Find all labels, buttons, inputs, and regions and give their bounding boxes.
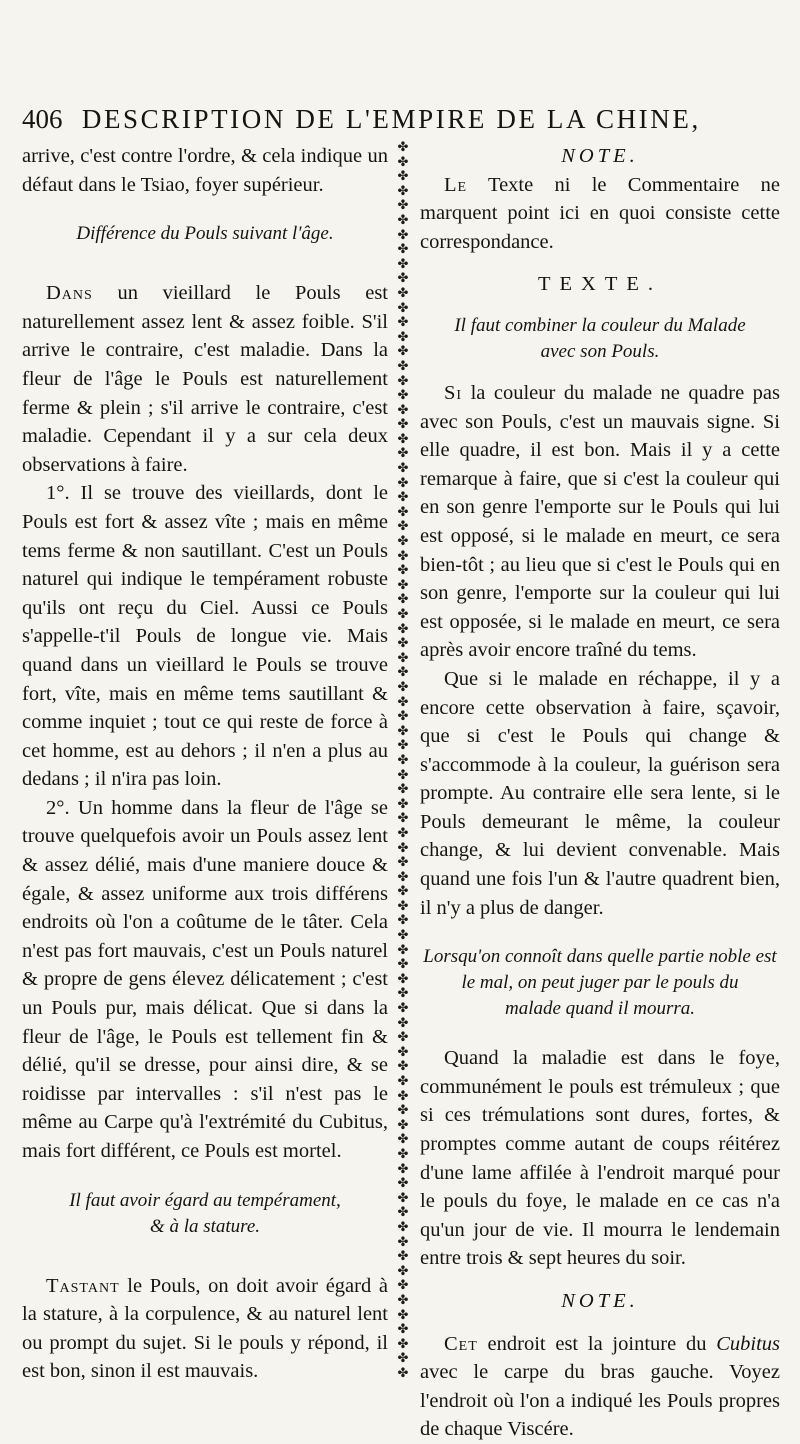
fleuron-ornament: ✤ <box>397 1058 409 1074</box>
section-heading-temperament-2: & à la stature. <box>149 1215 261 1237</box>
fleuron-ornament: ✤ <box>397 387 409 403</box>
fleuron-ornament: ✤ <box>397 678 409 694</box>
drop-word: Cet <box>444 1332 478 1355</box>
fleuron-ornament: ✤ <box>397 1000 409 1016</box>
fleuron-ornament: ✤ <box>397 1335 409 1351</box>
section-heading-partie-noble-1: Lorsqu'on connoît dans quelle partie noble est <box>423 946 777 968</box>
section-heading-couleur-2: avec son Pouls. <box>540 340 660 362</box>
section-heading-temperament-1: Il faut avoir égard au tempérament, <box>69 1189 341 1211</box>
fleuron-ornament: ✤ <box>397 328 409 344</box>
section-heading-couleur-1: Il faut combiner la couleur du Malade <box>454 314 746 336</box>
fleuron-ornament: ✤ <box>397 1204 409 1220</box>
fleuron-ornament: ✤ <box>397 1160 409 1176</box>
fleuron-ornament: ✤ <box>397 781 409 797</box>
fleuron-ornament: ✤ <box>397 1116 409 1132</box>
drop-word: Si <box>444 381 463 404</box>
running-header <box>22 104 792 135</box>
fleuron-ornament: ✤ <box>397 1306 409 1322</box>
fleuron-ornament: ✤ <box>397 1102 409 1118</box>
paragraph-couleur: Si la couleur du malade ne quadre pas avec son Pouls, c'est un mauvais signe. Si elle quadre, il est bon. Mais il y a cette remarque à faire, que si c'est la couleur qui en son genre l'emporte sur le Pouls qui lui est opposé, si le malade en meurt, ce sera bien-tôt ; au lieu que si c'est le Pouls qui en son genre, l'emporte sur la couleur qui lui est opposée, si le malade en meurt, ce sera après avoir encore traîné du tems. <box>420 381 780 662</box>
paragraph-foye: Quand la maladie est dans le foye, communément le pouls est trémuleux ; que si ces trémulations sont dures, fortes, & promptes comme autant de coups réitérez d'une lame affilée à l'endroit marqué pour le pouls du foye, le malade en ce cas n'a qu'un jour de vie. Il mourra le lendemain entre trois & sept heures du soir. <box>420 1047 780 1270</box>
fleuron-ornament: ✤ <box>397 708 409 724</box>
fleuron-ornament: ✤ <box>397 153 409 169</box>
note-paragraph-2: Cet endroit est la jointure du Cubitus avec le carpe du bras gauche. Voyez l'endroit où l'on a indiqué les Pouls propres de chaque Viscére. <box>420 1332 780 1441</box>
section-heading-partie-noble-3: malade quand il mourra. <box>505 998 695 1020</box>
fleuron-ornament: ✤ <box>397 664 409 680</box>
fleuron-ornament: ✤ <box>397 474 409 490</box>
paragraph-second-observation: 2°. Un homme dans la fleur de l'âge se trouve quelquefois avoir un Pouls assez lent & assez délié, mais d'une maniere douce & égale, & assez uniforme aux trois différens endroits où l'on a coûtume de le tâter. Cela n'est pas fort mauvais, c'est un Pouls naturel & propre de gens élevez délicatement ; c'est un Pouls pur, mais délicat. Que si dans la fleur de l'âge, le Pouls est tellement fin & délié, qu'il se dresse, pour ainsi dire, & se roidisse par intervalles : s'il n'est pas le même au Carpe qu'à l'extrémité du Cubitus, mais fort différent, ce Pouls est mortel. <box>22 796 388 1162</box>
fleuron-ornament: ✤ <box>397 357 409 373</box>
fleuron-ornament: ✤ <box>397 197 409 213</box>
fleuron-ornament: ✤ <box>397 751 409 767</box>
fleuron-ornament: ✤ <box>397 1233 409 1249</box>
fleuron-ornament: ✤ <box>397 1350 409 1366</box>
fleuron-ornament: ✤ <box>397 140 409 154</box>
note-heading: NOTE. <box>561 145 639 167</box>
fleuron-ornament: ✤ <box>397 824 409 840</box>
fleuron-ornament: ✤ <box>397 503 409 519</box>
fleuron-ornament: ✤ <box>397 1029 409 1045</box>
section-heading-partie-noble-2: le mal, on peut juger par le pouls du <box>461 972 739 994</box>
fleuron-ornament: ✤ <box>397 1073 409 1088</box>
fleuron-ornament: ✤ <box>397 211 409 227</box>
drop-word: Dans <box>46 282 93 305</box>
fleuron-ornament: ✤ <box>397 912 409 928</box>
fleuron-ornament: ✤ <box>397 1277 409 1293</box>
fleuron-ornament: ✤ <box>397 416 409 432</box>
fleuron-ornament: ✤ <box>397 649 409 665</box>
fleuron-ornament: ✤ <box>397 722 409 738</box>
paragraph-first-observation: 1°. Il se trouve des vieillards, dont le Pouls est fort & assez vîte ; mais en même tems ferme & non sautillant. C'est un Pouls naturel qui indique le tempérament robuste qu'ils ont reçu du Ciel. Aussi ce Pouls s'appelle-t'il Pouls de longue vie. Mais quand dans un vieillard le Pouls se trouve fort, vîte, mais en même tems sautillant & comme inquiet ; tout ce qui reste de force à cet homme, est au dehors ; il n'en a plus au dedans ; il n'ira pas loin. <box>22 482 388 791</box>
fleuron-ornament: ✤ <box>397 1291 409 1307</box>
fleuron-ornament: ✤ <box>397 299 409 315</box>
fleuron-ornament: ✤ <box>397 985 409 1001</box>
right-column <box>420 142 780 1444</box>
texte-heading: TEXTE. <box>537 273 663 296</box>
fleuron-ornament: ✤ <box>397 518 409 534</box>
fleuron-ornament: ✤ <box>397 1248 409 1264</box>
fleuron-ornament: ✤ <box>397 562 409 578</box>
fleuron-ornament: ✤ <box>397 927 409 943</box>
fleuron-ornament: ✤ <box>397 284 409 300</box>
fleuron-ornament: ✤ <box>397 839 409 855</box>
fleuron-ornament: ✤ <box>397 241 409 257</box>
fleuron-ornament: ✤ <box>397 533 409 549</box>
fleuron-ornament: ✤ <box>397 314 409 330</box>
fleuron-ornament: ✤ <box>397 270 409 286</box>
fleuron-ornament: ✤ <box>397 343 409 359</box>
note-heading-2: NOTE. <box>561 1290 639 1312</box>
fleuron-ornament: ✤ <box>397 489 409 505</box>
fleuron-ornament: ✤ <box>397 372 409 388</box>
fleuron-ornament: ✤ <box>397 883 409 899</box>
fleuron-ornament: ✤ <box>397 1218 409 1234</box>
fleuron-ornament: ✤ <box>397 591 409 607</box>
fleuron-ornament: ✤ <box>397 255 409 271</box>
fleuron-ornament: ✤ <box>397 956 409 972</box>
fleuron-ornament: ✤ <box>397 854 409 870</box>
fleuron-ornament: ✤ <box>397 693 409 709</box>
fleuron-ornament: ✤ <box>397 576 409 592</box>
fleuron-ornament: ✤ <box>397 941 409 957</box>
drop-word: Tastant <box>46 1274 120 1297</box>
fleuron-ornament: ✤ <box>397 606 409 621</box>
fleuron-ornament: ✤ <box>397 168 409 184</box>
paragraph-vieillard: Dans un vieillard le Pouls est naturellement assez lent & assez foible. S'il arrive le contraire, c'est maladie. Dans la fleur de l'âge le Pouls est naturellement ferme & plein ; s'il arrive le contraire, c'est maladie. Cependant il y a sur cela deux observations à faire. <box>22 282 388 476</box>
paragraph-continuation: arrive, c'est contre l'ordre, & cela indique un défaut dans le Tsiao, foyer supérieur. <box>22 145 388 196</box>
fleuron-ornament: ✤ <box>397 1087 409 1103</box>
fleuron-ornament: ✤ <box>397 401 409 417</box>
fleuron-ornament: ✤ <box>397 620 409 636</box>
fleuron-ornament: ✤ <box>397 970 409 986</box>
fleuron-ornament: ✤ <box>397 897 409 913</box>
fleuron-ornament: ✤ <box>397 182 409 198</box>
fleuron-ornament: ✤ <box>397 1145 409 1161</box>
paragraph-tastant: Tastant le Pouls, on doit avoir égard à la stature, à la corpulence, & au naturel lent ou prompt du sujet. Si le pouls y répond, il est bon, sinon il est mauvais. <box>22 1274 388 1383</box>
fleuron-ornament: ✤ <box>397 1189 409 1205</box>
drop-word: Le <box>444 173 468 196</box>
fleuron-ornament: ✤ <box>397 1321 409 1337</box>
fleuron-ornament: ✤ <box>397 1014 409 1030</box>
fleuron-ornament: ✤ <box>397 226 409 242</box>
fleuron-ornament: ✤ <box>397 737 409 753</box>
note-paragraph: Le Texte ni le Commentaire ne marquent point ici en quoi consiste cette correspondance. <box>420 173 780 253</box>
fleuron-ornament: ✤ <box>397 430 409 446</box>
ornamental-column-divider <box>393 140 413 1380</box>
section-heading-age: Différence du Pouls suivant l'âge. <box>76 223 334 245</box>
page-number: 406 <box>22 104 63 134</box>
left-column <box>22 142 388 1386</box>
italic-term: Cubitus <box>716 1332 780 1355</box>
fleuron-ornament: ✤ <box>397 445 409 461</box>
fleuron-ornament: ✤ <box>397 635 409 651</box>
fleuron-ornament: ✤ <box>397 547 409 563</box>
fleuron-ornament: ✤ <box>397 1043 409 1059</box>
paragraph-rechappe: Que si le malade en réchappe, il y a encore cette observation à faire, sçavoir, que si c'est le Pouls qui change & s'accommode à la couleur, la guérison sera prompte. Au contraire elle sera lente, si le Pouls demeurant le même, la couleur change, & lui devient convenable. Mais quand une fois l'un & l'autre quadrent bien, il n'y a plus de danger. <box>420 667 780 919</box>
fleuron-ornament: ✤ <box>397 460 409 476</box>
fleuron-ornament: ✤ <box>397 1262 409 1278</box>
fleuron-ornament: ✤ <box>397 1175 409 1191</box>
fleuron-ornament: ✤ <box>397 810 409 826</box>
fleuron-ornament: ✤ <box>397 868 409 884</box>
fleuron-ornament: ✤ <box>397 1364 409 1380</box>
fleuron-ornament: ✤ <box>397 795 409 811</box>
fleuron-ornament: ✤ <box>397 1131 409 1147</box>
fleuron-ornament: ✤ <box>397 766 409 782</box>
running-title: DESCRIPTION DE L'EMPIRE DE LA CHINE, <box>81 104 701 134</box>
